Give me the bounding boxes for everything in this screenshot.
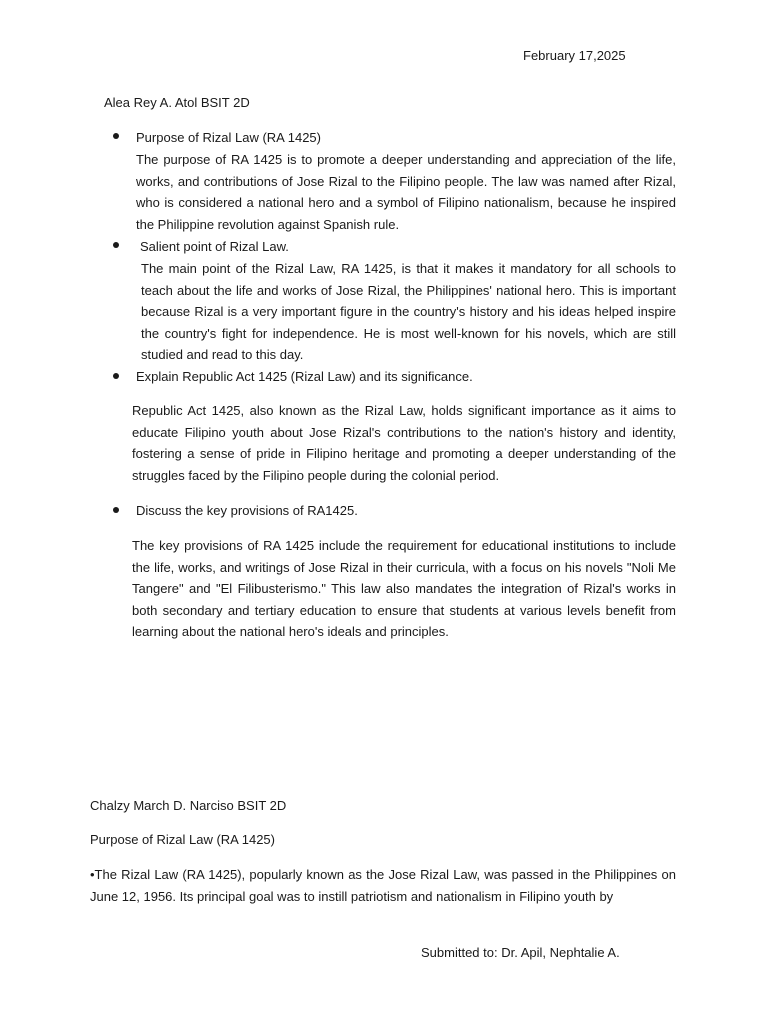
author-name-1: Alea Rey A. Atol BSIT 2D xyxy=(104,95,250,110)
item-4-title: Discuss the key provisions of RA1425. xyxy=(136,503,358,518)
item-1-title: Purpose of Rizal Law (RA 1425) xyxy=(136,130,321,145)
bullet-icon xyxy=(113,242,119,248)
item-2-body: The main point of the Rizal Law, RA 1425, is that it makes it mandatory for all schools to teach about the life and works of Jose Rizal, the Philippines' national hero. This is important because Rizal is a very important figure in the country's history and his ideas helped inspire the country's fight for independence. He is most well-known for his novels, which are still studied and read to this day. xyxy=(141,261,676,363)
item-4-body: The key provisions of RA 1425 include the requirement for educational institutions to include the life, works, and writings of Jose Rizal in their curricula, with a focus on his novels "Noli Me Tangere" and "El Filibusterismo." This law also mandates the integration of Rizal's works in both secondary and tertiary education to ensure that students at various levels benefit from learning about the national hero's ideals and principles. xyxy=(132,538,676,640)
bullet-icon xyxy=(113,133,119,139)
item-1-body: The purpose of RA 1425 is to promote a deeper understanding and appreciation of the life, works, and contributions of Jose Rizal to the Filipino people. The law was named after Rizal, who is considered a national hero and a symbol of Filipino nationalism, because he inspired the Philippine revolution against Spanish rule. xyxy=(136,152,676,232)
bullet-icon xyxy=(113,373,119,379)
item-3-body: Republic Act 1425, also known as the Rizal Law, holds significant importance as it aims to educate Filipino youth about Jose Rizal's contributions to the nation's history and identity, fostering a sense of pride in Filipino heritage and promoting a deeper understanding of the struggles faced by the Filipino people during the colonial period. xyxy=(132,403,676,483)
item-3-title: Explain Republic Act 1425 (Rizal Law) and its significance. xyxy=(136,369,473,384)
section-2-body: •The Rizal Law (RA 1425), popularly known as the Jose Rizal Law, was passed in the Philippines on June 12, 1956. Its principal goal was to instill patriotism and nationalism in Filipino youth by xyxy=(90,867,676,904)
author-name-2: Chalzy March D. Narciso BSIT 2D xyxy=(90,798,287,813)
submitted-to: Submitted to: Dr. Apil, Nephtalie A. xyxy=(421,945,620,960)
bullet-icon xyxy=(113,507,119,513)
item-2-title: Salient point of Rizal Law. xyxy=(140,239,289,254)
document-date: February 17,2025 xyxy=(523,48,626,63)
section-2-title: Purpose of Rizal Law (RA 1425) xyxy=(90,832,275,847)
